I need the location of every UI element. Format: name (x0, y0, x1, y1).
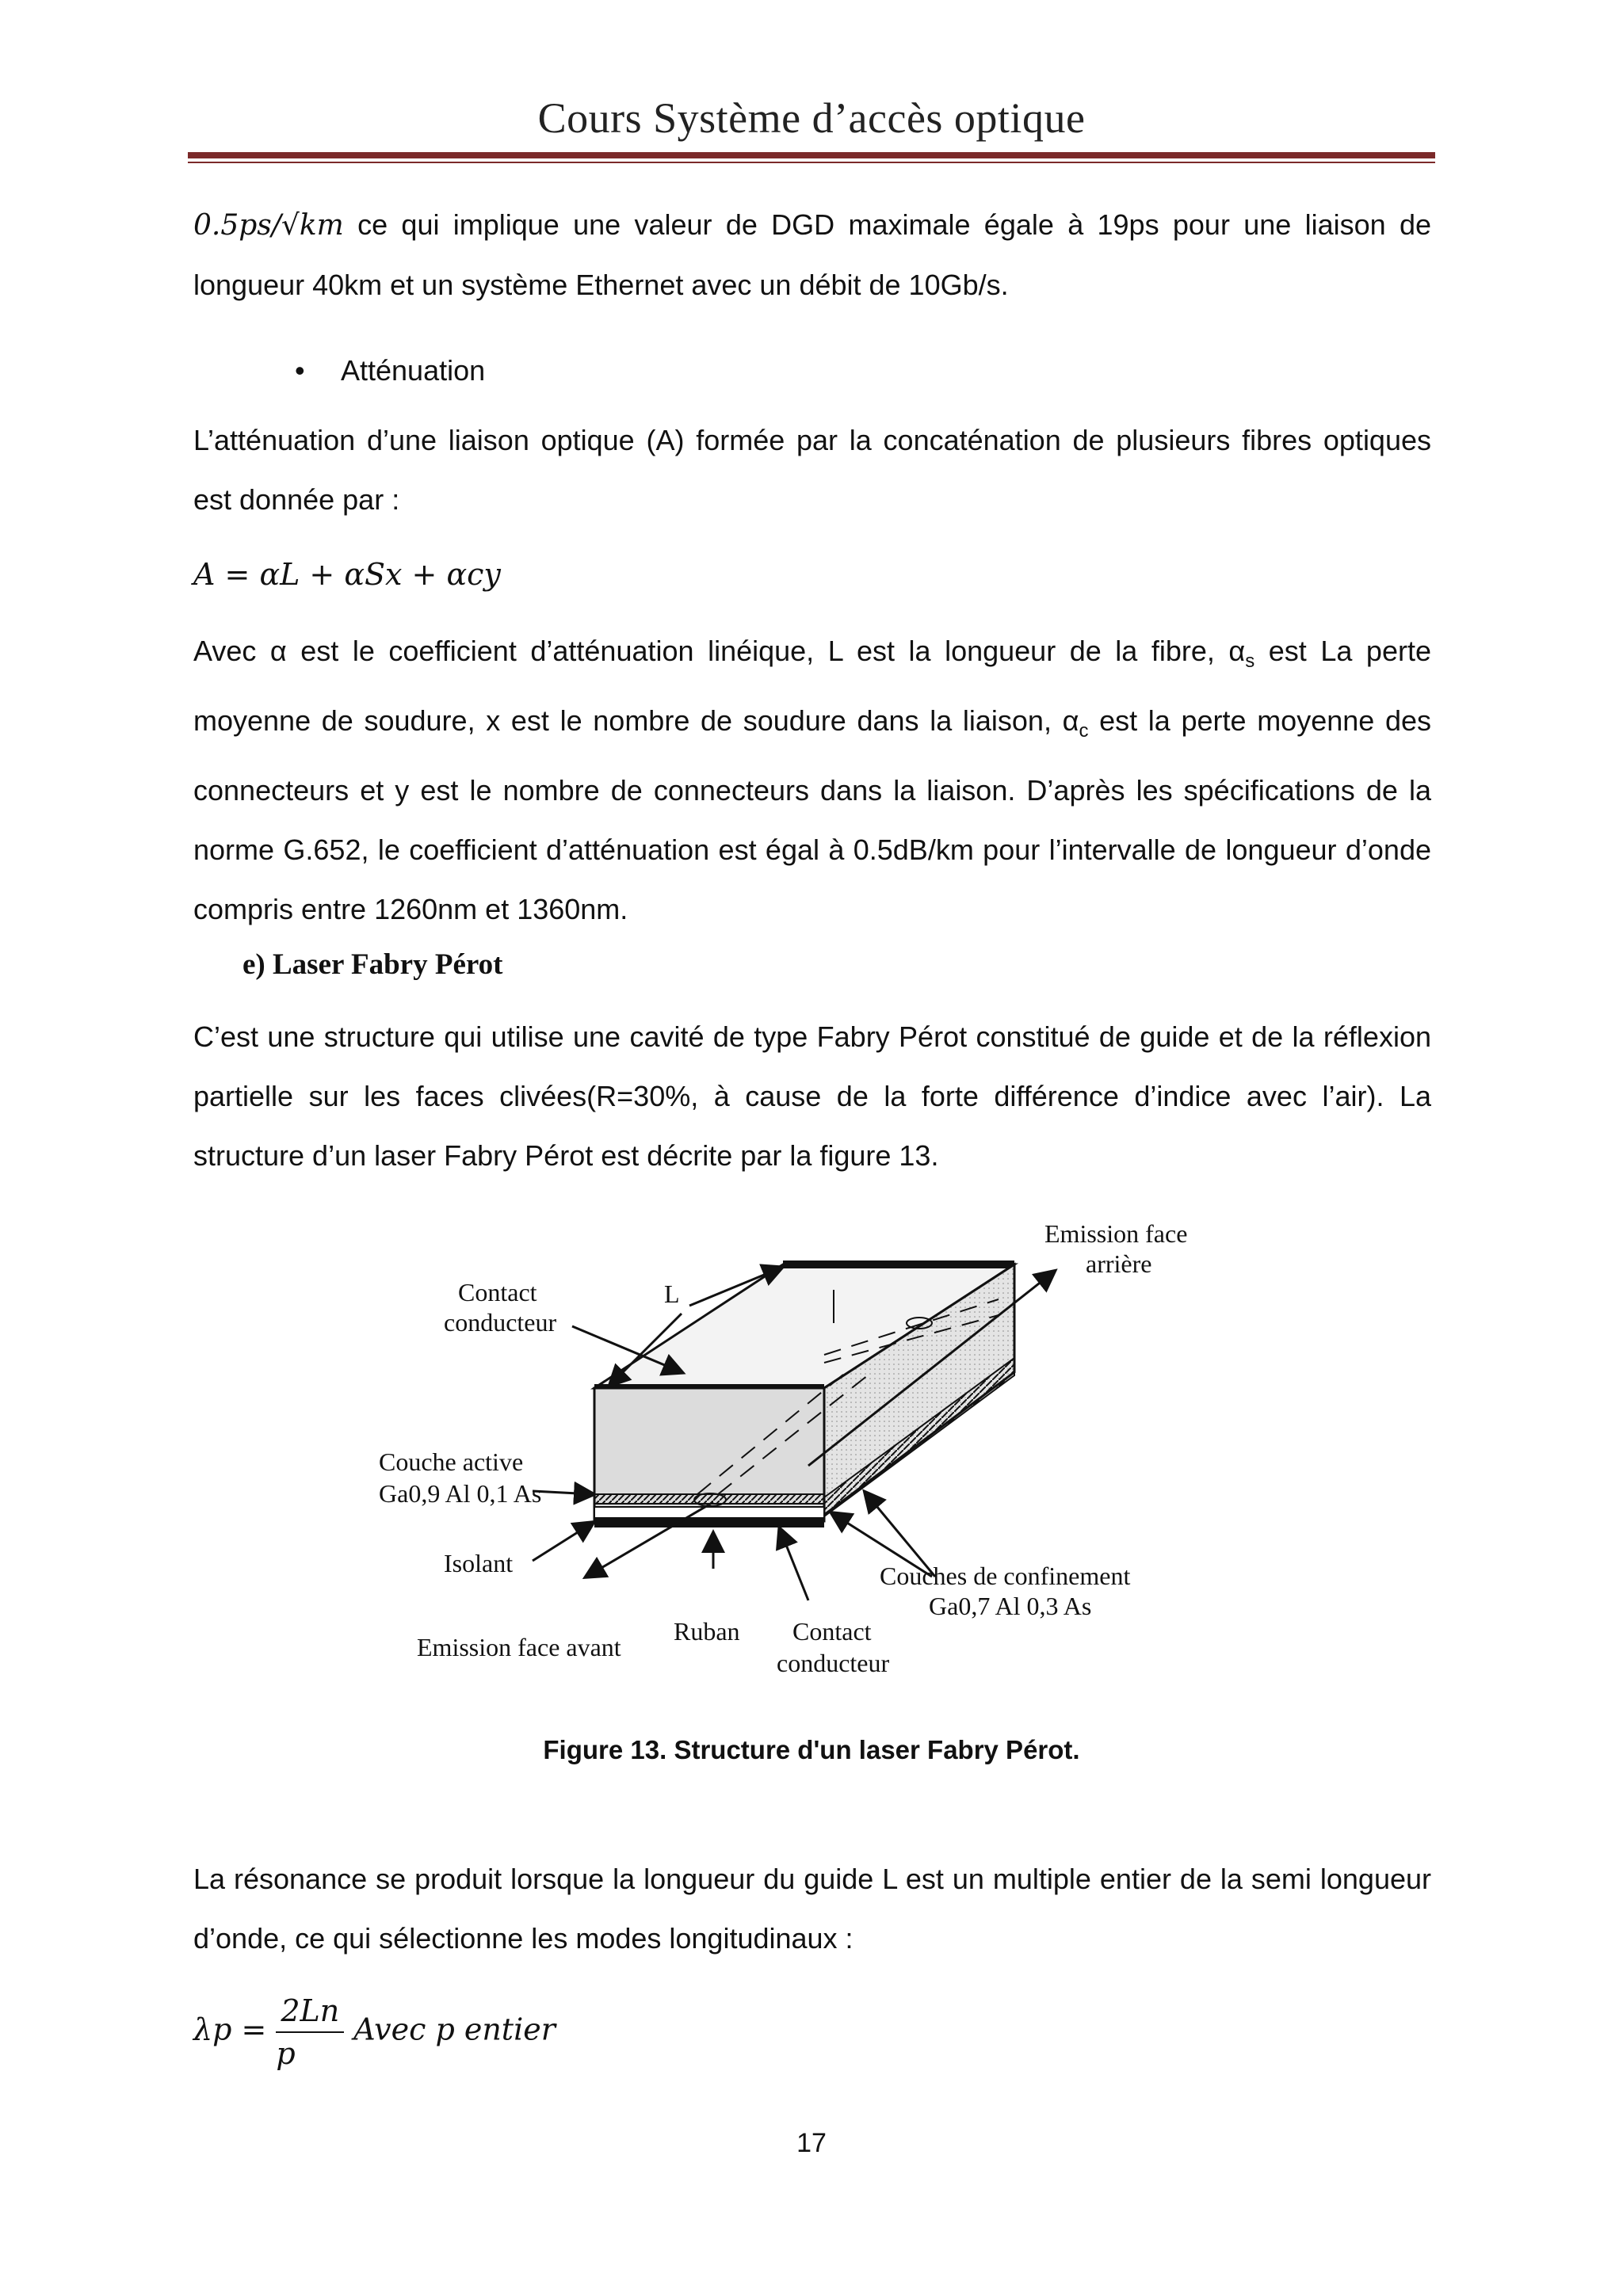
equation-attenuation: A = αL + αSx + αcy (193, 557, 501, 592)
isolant-layer (594, 1507, 824, 1518)
paragraph-dgd-text: ce qui implique une valeur de DGD maximale égale à 19ps pour une liaison de longueur 40km et un système Ethernet avec un débit de 10Gb/s. (193, 208, 1431, 301)
label-contact-bottom-2: conducteur (777, 1649, 890, 1677)
paragraph-fabry-perot: C’est une structure qui utilise une cavité de type Fabry Pérot constitué de guide et de la réflexion partielle sur les faces clivées(R=30%, à cause de la forte différence d’indice avec l’air). La structure d’un laser Fabry Pérot est décrite par la figure 13. (193, 1020, 1431, 1172)
label-couche-active: Couche active (379, 1447, 524, 1476)
section-heading-laser-fabry-perot: e) Laser Fabry Pérot (242, 948, 503, 981)
page-number: 17 (796, 2128, 827, 2158)
label-couches-confinement: Couches de confinement (880, 1562, 1131, 1590)
label-emission-arriere-1: Emission face (1044, 1219, 1188, 1248)
paragraph-attenuation-details: Avec α est le coefficient d’atténuation linéique, L est la longueur de la fibre, $\alpha_s$ est La perte moyenne de soudure, x est le nombre de soudure dans la liaison, $\alpha_c$ est la perte moyenne des connecteurs et y est le nombre de connecteurs dans la liaison. D’après les spécifications de la norme G.652, le coefficient d’atténuation est égal à 0.5dB/km pour l’intervalle de longueur d’onde compris entre 1260nm et 1360nm. (193, 635, 1432, 926)
header-rule-thin (188, 162, 1435, 163)
paragraph-resonance: La résonance se produit lorsque la longueur du guide L est un multiple entier de la semi longueur d’onde, ce qui sélectionne les modes longitudinaux : (193, 1863, 1431, 1955)
figure-laser-diagram (365, 1196, 1252, 1703)
paragraph-dgd (193, 195, 1431, 315)
paragraph-attenuation-intro: L’atténuation d’une liaison optique (A) formée par la concaténation de plusieurs fibres optiques est donnée par : (193, 424, 1431, 516)
equation-resonance: λp = $\frac{2Ln}{p}$ Avec p entier (193, 1990, 1431, 2074)
label-contact-top-2: conducteur (444, 1308, 557, 1337)
header-rule (188, 152, 1435, 158)
active-layer (594, 1494, 824, 1504)
page-header-title: Cours Système d’accès optique (537, 94, 1086, 142)
bullet-icon: • (295, 354, 305, 387)
bullet-attenuation: Atténuation (341, 354, 486, 387)
figure-caption: Figure 13. Structure d'un laser Fabry Pérot. (543, 1735, 1080, 1764)
label-isolant: Isolant (444, 1549, 514, 1577)
label-gaas-confinement: Ga0,7 Al 0,3 As (929, 1592, 1092, 1620)
label-gaas-active: Ga0,9 Al 0,1 As (379, 1479, 542, 1508)
label-emission-arriere-2: arrière (1086, 1249, 1152, 1278)
bottom-contact (594, 1518, 824, 1527)
label-contact-top-1: Contact (458, 1278, 537, 1306)
label-emission-avant: Emission face avant (417, 1633, 621, 1661)
label-length: L (664, 1280, 680, 1308)
math-ps-per-sqrt-km: 0.5ps/√km (193, 209, 344, 242)
label-ruban: Ruban (674, 1617, 740, 1646)
label-contact-bottom-1: Contact (792, 1617, 872, 1646)
